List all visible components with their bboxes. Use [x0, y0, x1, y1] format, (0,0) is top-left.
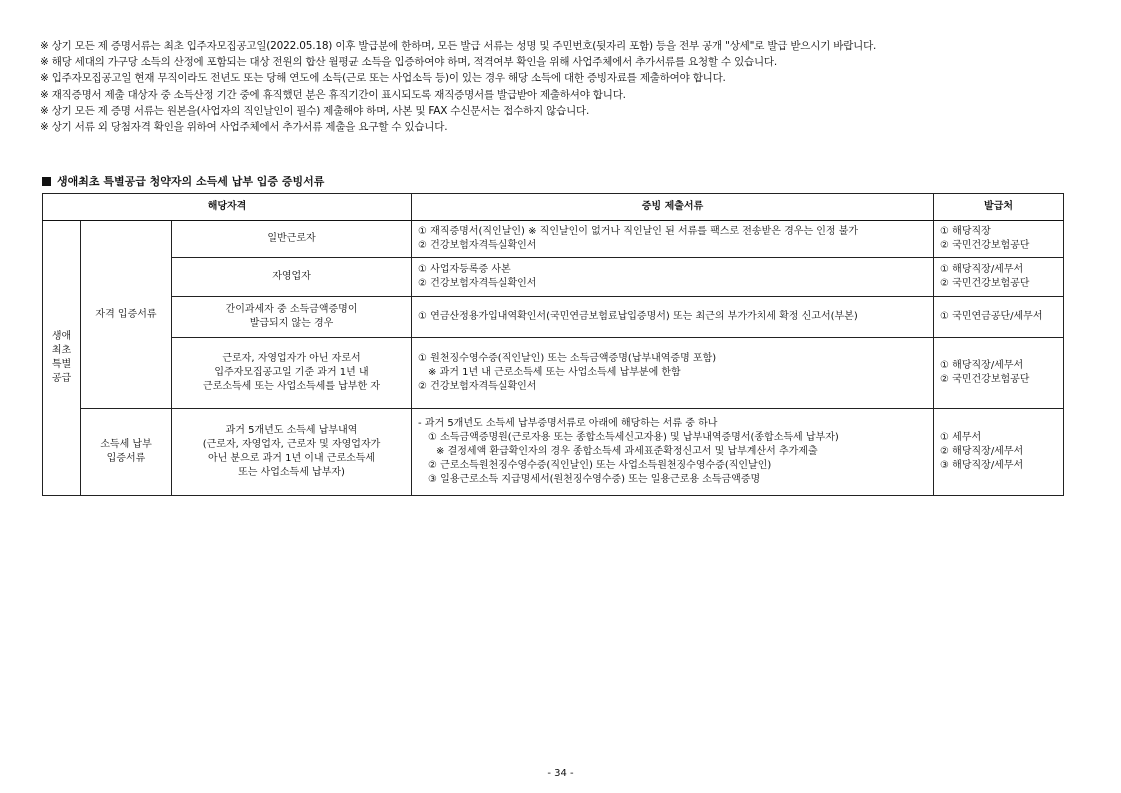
page-number: - 34 -	[547, 768, 574, 779]
document-line: ② 건강보험자격득실확인서	[418, 240, 537, 251]
qualification-cell	[172, 297, 412, 338]
document-line: ① 사업자등록증 사본	[418, 264, 511, 275]
issuer-line: ② 해당직장/세무서	[940, 446, 1024, 457]
header-documents: 증빙 제출서류	[412, 194, 934, 221]
document-note-line: ※ 결정세액 환급확인자의 경우 종합소득세 과세표준확정신고서 및 납부계산서 추가제출	[436, 446, 818, 457]
issuer-line: ② 국민건강보험공단	[940, 278, 1030, 289]
documents-cell	[412, 338, 934, 409]
issuer-line: ① 해당직장/세무서	[940, 360, 1024, 371]
table-row	[43, 409, 1064, 496]
qualification-cell	[172, 338, 412, 409]
table-row	[43, 221, 1064, 258]
note-line: ※ 상기 모든 제 증명 서류는 원본을(사업자의 직인날인이 필수) 제출해야 하며, 사본 및 FAX 수신문서는 접수하지 않습니다.	[40, 104, 590, 117]
notes-block	[40, 38, 1080, 135]
document-line: ② 건강보험자격득실확인서	[418, 381, 537, 392]
qualification-line: 근로자, 자영업자가 아닌 자로서	[222, 353, 361, 364]
group-label-line: 최초	[51, 345, 72, 356]
document-line: ② 근로소득원천징수영수증(직인날인) 또는 사업소득원천징수영수증(직인날인)	[428, 460, 772, 471]
note-line: ※ 상기 서류 외 당첨자격 확인을 위하여 사업주체에서 추가서류 제출을 요구할 수 있습니다.	[40, 120, 448, 133]
sub-label-qualification: 자격 입증서류	[81, 221, 172, 409]
qualification-cell	[172, 221, 412, 258]
sub-label-line: 소득세 납부	[100, 439, 152, 450]
documents-cell	[412, 409, 934, 496]
issuer-line: ① 세무서	[940, 432, 982, 443]
issuer-line: ③ 해당직장/세무서	[940, 460, 1024, 471]
issuer-cell	[934, 297, 1064, 338]
note-line: ※ 입주자모집공고일 현재 무직이라도 전년도 또는 당해 연도에 소득(근로 또는 사업소득 등)이 있는 경우 해당 소득에 대한 증빙자료를 제출하여야 합니다.	[40, 72, 726, 85]
issuer-line: ① 해당직장	[940, 226, 991, 237]
issuer-cell	[934, 258, 1064, 297]
sub-label-income-tax	[81, 409, 172, 496]
qualification-cell	[172, 409, 412, 496]
group-label-line: 특별	[51, 359, 72, 370]
issuer-line: ② 국민건강보험공단	[940, 240, 1030, 251]
sub-label-line: 입증서류	[106, 453, 146, 464]
header-issuer: 발급처	[934, 194, 1064, 221]
document-line: ③ 일용근로소득 지급명세서(원천징수영수증) 또는 일용근로용 소득금액증명	[428, 474, 761, 485]
group-label-line: 공급	[51, 373, 72, 384]
document-line: - 과거 5개년도 소득세 납부증명서류로 아래에 해당하는 서류 중 하나	[418, 418, 718, 429]
qualification-line: 발급되지 않는 경우	[249, 318, 334, 329]
qualification-line: 자영업자	[272, 271, 311, 282]
document-line: ① 연금산정용가입내역확인서(국민연금보험료납입증명서) 또는 최근의 부가가치세 확정 신고서(부본)	[418, 311, 858, 322]
qualification-line: 과거 5개년도 소득세 납부내역	[225, 425, 358, 436]
document-line: ① 소득금액증명원(근로자용 또는 종합소득세신고자용) 및 납부내역증명서(종합소득세 납부자)	[428, 432, 839, 443]
table-row	[43, 338, 1064, 409]
note-line: ※ 해당 세대의 가구당 소득의 산정에 포함되는 대상 전원의 합산 월평균 소득을 입증하여야 하며, 적격여부 확인을 위해 사업주체에서 추가서류를 요청할 수 있습니다.	[40, 56, 777, 69]
documents-cell	[412, 221, 934, 258]
qualification-line: 간이과세자 중 소득금액증명이	[225, 304, 358, 315]
header-qualification: 해당자격	[43, 194, 412, 221]
qualification-line: (근로자, 자영업자, 근로자 및 자영업자가	[202, 439, 381, 450]
issuer-cell	[934, 338, 1064, 409]
section-title	[42, 173, 324, 189]
document-line: ① 재직증명서(직인날인) ※ 직인날인이 없거나 직인날인 된 서류를 팩스로 전송받은 경우는 인정 불가	[418, 226, 859, 237]
documents-cell	[412, 297, 934, 338]
documents-table	[42, 193, 1064, 496]
documents-cell	[412, 258, 934, 297]
qualification-line: 또는 사업소득세 납부자)	[238, 467, 345, 478]
document-line: ② 건강보험자격득실확인서	[418, 278, 537, 289]
section-title-text: 생애최초 특별공급 청약자의 소득세 납부 입증 증빙서류	[57, 175, 325, 188]
issuer-cell	[934, 221, 1064, 258]
issuer-line: ① 국민연금공단/세무서	[940, 311, 1043, 322]
qualification-line: 아닌 분으로 과거 1년 이내 근로소득세	[207, 453, 376, 464]
table-row	[43, 297, 1064, 338]
issuer-line: ① 해당직장/세무서	[940, 264, 1024, 275]
qualification-line: 근로소득세 또는 사업소득세를 납부한 자	[203, 381, 380, 392]
issuer-cell	[934, 409, 1064, 496]
qualification-line: 입주자모집공고일 기준 과거 1년 내	[214, 367, 369, 378]
qualification-cell	[172, 258, 412, 297]
document-note-line: ※ 과거 1년 내 근로소득세 또는 사업소득세 납부분에 한함	[428, 367, 681, 378]
table-header-row	[43, 194, 1064, 221]
square-bullet-icon	[42, 177, 51, 186]
note-line: ※ 상기 모든 제 증명서류는 최초 입주자모집공고일(2022.05.18) 이후 발급분에 한하며, 모든 발급 서류는 성명 및 주민번호(뒷자리 포함) 등을 전부 공개 "상세"로 발급 받으시기 바랍니다.	[40, 40, 877, 52]
group-label-cell	[43, 221, 81, 496]
document-line: ① 원천징수영수증(직인날인) 또는 소득금액증명(납부내역증명 포함)	[418, 353, 717, 364]
group-label-line: 생애	[51, 331, 72, 342]
qualification-line: 일반근로자	[267, 233, 316, 244]
issuer-line: ② 국민건강보험공단	[940, 374, 1030, 385]
note-line: ※ 재직증명서 제출 대상자 중 소득산정 기간 중에 휴직했던 분은 휴직기간이 표시되도록 재직증명서를 발급받아 제출하셔야 합니다.	[40, 88, 626, 101]
table-row	[43, 258, 1064, 297]
